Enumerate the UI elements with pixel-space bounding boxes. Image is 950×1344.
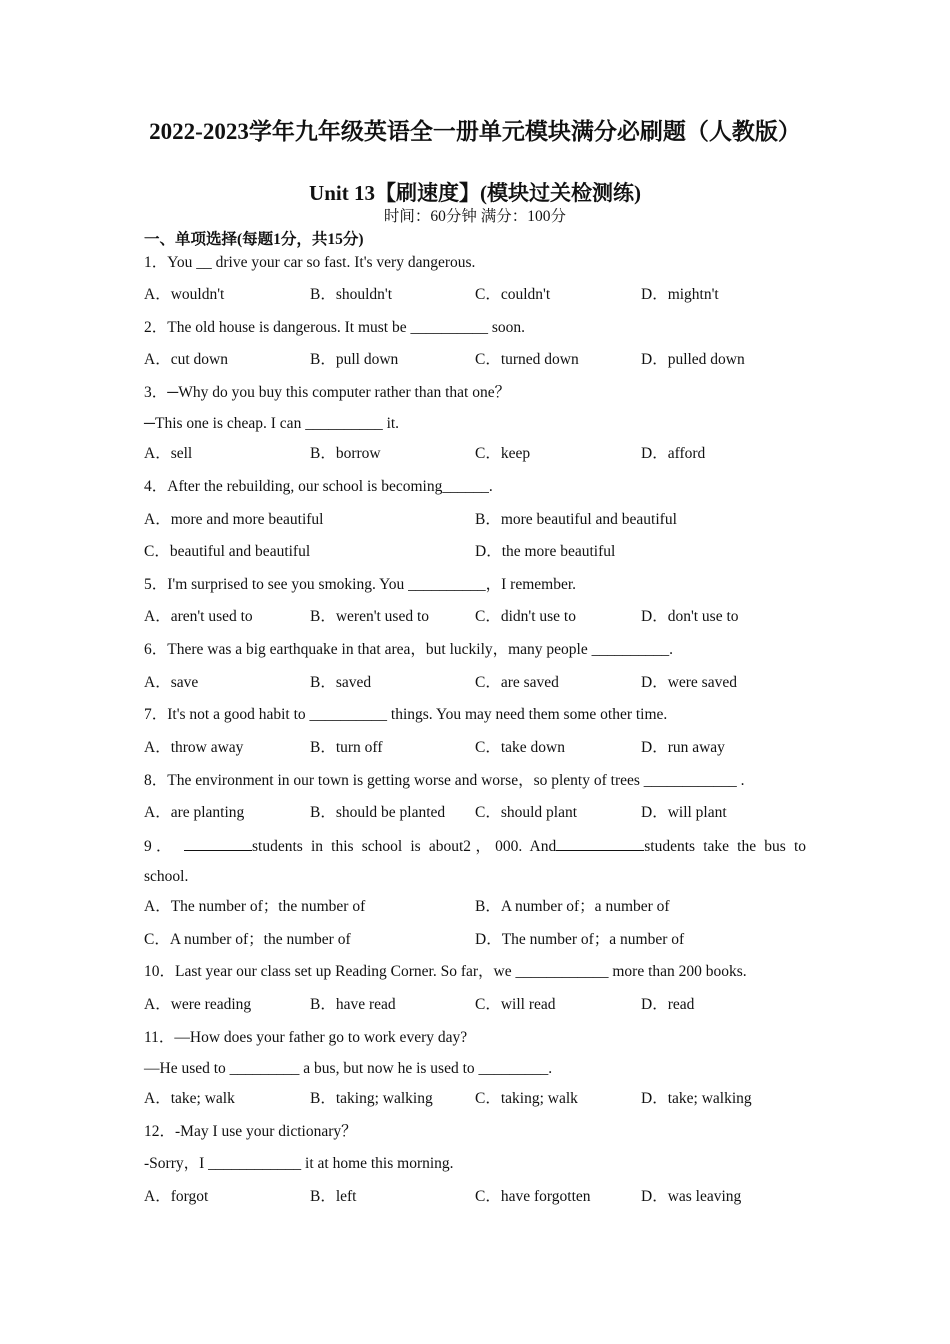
page-title: 2022-2023学年九年级英语全一册单元模块满分必刷题（人教版） [149, 119, 801, 144]
question-2-option-a: A．cut down [144, 351, 228, 368]
question-1-option-b: B．shouldn't [310, 286, 393, 303]
question-6-option-d: D．were saved [641, 674, 737, 691]
question-1-option-a: A．wouldn't [144, 286, 225, 303]
question-3-option-a: A．sell [144, 445, 193, 462]
question-11-option-b: B．taking; walking [310, 1090, 433, 1107]
question-6-option-a: A．save [144, 674, 199, 691]
question-4-option-c: C．beautiful and beautiful [144, 543, 311, 560]
question-9-stem-line-2: school. [144, 868, 189, 885]
question-10-stem: 10．Last year our class set up Reading Corner. So far，we ____________ more than 200 books. [144, 963, 747, 980]
question-2-option-c: C．turned down [475, 351, 579, 368]
question-5-stem: 5．I'm surprised to see you smoking. You __________，I remember. [144, 576, 577, 593]
question-11-option-c: C．taking; walk [475, 1090, 578, 1107]
question-1-option-d: D．mightn't [641, 286, 719, 303]
question-9-blank-1 [184, 836, 252, 851]
question-11-option-a: A．take; walk [144, 1090, 235, 1107]
question-7-option-c: C．take down [475, 739, 565, 756]
question-9-stem [144, 836, 806, 857]
question-2-option-b: B．pull down [310, 351, 399, 368]
question-11-stem-line-2: —He used to _________ a bus, but now he is used to _________. [144, 1060, 553, 1077]
question-8-option-c: C．should plant [475, 804, 578, 821]
section-heading: 一、单项选择(每题1分，共15分) [144, 231, 364, 248]
question-12-stem-line-2: -Sorry，I ____________ it at home this morning. [144, 1155, 454, 1172]
question-8-option-d: D．will plant [641, 804, 727, 821]
question-10-option-a: A．were reading [144, 996, 252, 1013]
question-9-blank-2 [556, 836, 644, 851]
question-3-option-b: B．borrow [310, 445, 381, 462]
question-4-option-d: D．the more beautiful [475, 543, 616, 560]
question-9-option-c: C．A number of；the number of [144, 931, 351, 948]
question-8-option-b: B．should be planted [310, 804, 446, 821]
question-12-option-a: A．forgot [144, 1188, 209, 1205]
question-3-stem-line-2: ─This one is cheap. I can __________ it. [144, 415, 400, 432]
question-4-option-b: B．more beautiful and beautiful [475, 511, 677, 528]
question-12-option-b: B．left [310, 1188, 357, 1205]
question-3-option-c: C．keep [475, 445, 531, 462]
question-1-option-c: C．couldn't [475, 286, 551, 303]
question-5-option-b: B．weren't used to [310, 608, 430, 625]
question-6-stem: 6．There was a big earthquake in that area，but luckily，many people __________. [144, 641, 673, 658]
question-10-option-b: B．have read [310, 996, 396, 1013]
question-1-stem: 1．You __ drive your car so fast. It's very dangerous. [144, 254, 476, 271]
question-11-stem: 11．—How does your father go to work every day? [144, 1029, 468, 1046]
question-4-option-a: A．more and more beautiful [144, 511, 324, 528]
question-9-number: 9． [144, 838, 176, 855]
question-9-option-d: D．The number of；a number of [475, 931, 685, 948]
question-8-option-a: A．are planting [144, 804, 245, 821]
question-7-option-b: B．turn off [310, 739, 383, 756]
question-12-option-c: C．have forgotten [475, 1188, 591, 1205]
question-9-option-a: A．The number of；the number of [144, 898, 366, 915]
question-10-option-d: D．read [641, 996, 695, 1013]
question-3-stem: 3．─Why do you buy this computer rather than that one？ [144, 384, 511, 401]
question-9-stem-part-2: students take the bus to [644, 838, 807, 855]
question-12-stem: 12．-May I use your dictionary？ [144, 1123, 357, 1140]
question-9-stem-part-1: students in this school is about2，000. And [252, 838, 557, 855]
question-2-stem: 2．The old house is dangerous. It must be __________ soon. [144, 319, 526, 336]
question-2-option-d: D．pulled down [641, 351, 745, 368]
question-7-option-d: D．run away [641, 739, 725, 756]
question-6-option-b: B．saved [310, 674, 372, 691]
question-10-option-c: C．will read [475, 996, 556, 1013]
question-7-option-a: A．throw away [144, 739, 244, 756]
page-subtitle: Unit 13【刷速度】(模块过关检测练) [309, 181, 641, 205]
question-5-option-c: C．didn't use to [475, 608, 576, 625]
question-9-option-b: B．A number of；a number of [475, 898, 670, 915]
question-5-option-d: D．don't use to [641, 608, 739, 625]
question-7-stem: 7．It's not a good habit to __________ things. You may need them some other time. [144, 706, 668, 723]
question-11-option-d: D．take; walking [641, 1090, 752, 1107]
exam-meta: 时间：60分钟 满分：100分 [383, 208, 567, 225]
question-5-option-a: A．aren't used to [144, 608, 253, 625]
question-3-option-d: D．afford [641, 445, 706, 462]
question-6-option-c: C．are saved [475, 674, 559, 691]
question-12-option-d: D．was leaving [641, 1188, 742, 1205]
question-8-stem: 8．The environment in our town is getting worse and worse，so plenty of trees ____________ . [144, 772, 745, 789]
question-4-stem: 4．After the rebuilding, our school is becoming______. [144, 478, 493, 495]
